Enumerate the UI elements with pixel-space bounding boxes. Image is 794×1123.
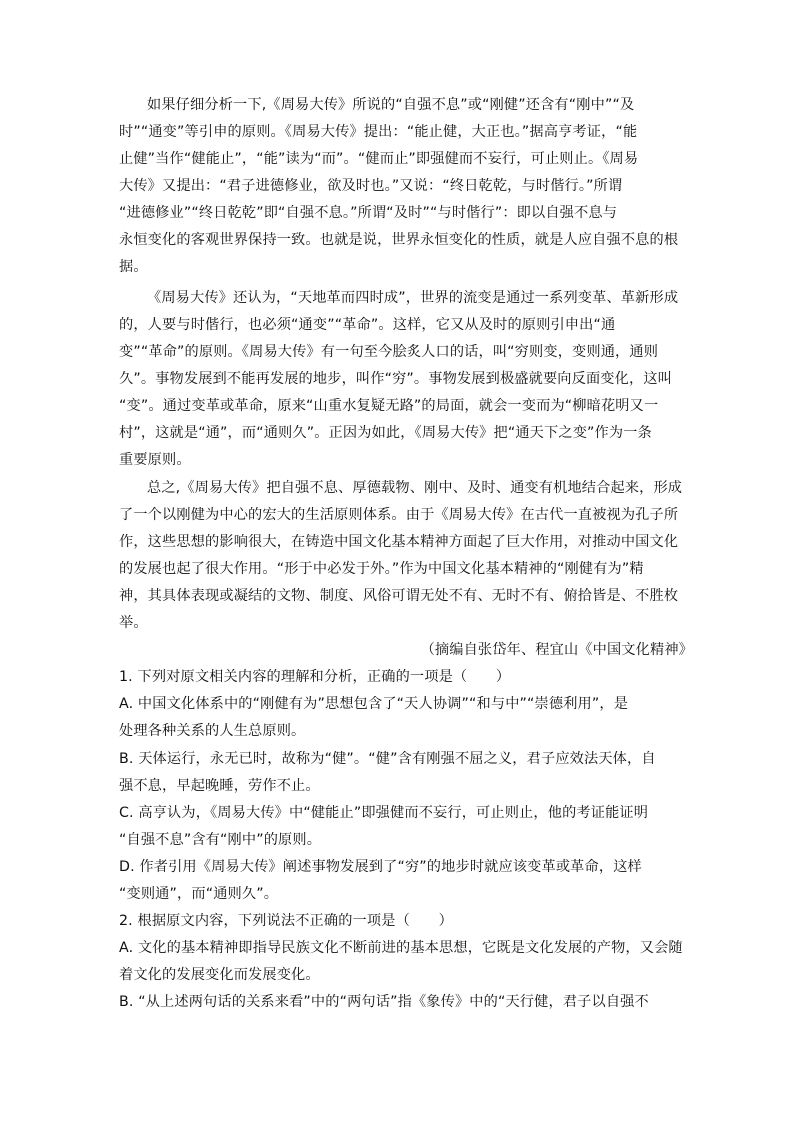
- text-line: 总之,《周易大传》把自强不息、厚德载物、刚中、及时、通变有机地结合起来，形成: [147, 480, 683, 496]
- text-line: 如果仔细分析一下,《周易大传》所说的“自强不息”或“刚健”还含有“刚中”“及: [147, 97, 635, 113]
- option-d-line: D. 作者引用《周易大传》阐述事物发展到了“穷”的地步时就应该变革或革命，这样: [119, 859, 642, 875]
- option-b-line: 强不息，早起晚睡，劳作不止。: [119, 778, 320, 794]
- text-line: 了一个以刚健为中心的宏大的生活原则体系。由于《周易大传》在古代一直被视为孔子所: [119, 507, 679, 523]
- text-line: 时”“通变”等引申的原则。《周易大传》提出：“能止健，大正也。”据高亨考证，“能: [119, 124, 638, 140]
- source-citation: （摘编自张岱年、程宜山《中国文化精神》: [420, 642, 693, 658]
- text-line: 作，这些思想的影响很大，在铸造中国文化基本精神方面起了巨大作用，对推动中国文化: [119, 534, 679, 550]
- text-line: 的发展也起了很大作用。“形于中必发于外。”作为中国文化基本精神的“刚健有为”精: [119, 561, 644, 577]
- option-a-line: 处理各种关系的人生总原则。: [119, 723, 306, 739]
- option-c-line: “自强不息”含有“刚中”的原则。: [119, 832, 322, 848]
- text-line: “变”。通过变革或革命，原来“山重水复疑无路”的局面，就会一变而为“柳暗花明又一: [119, 398, 659, 414]
- option-a-line: 着文化的发展变化而发展变化。: [119, 967, 320, 983]
- text-line: 止健”当作“健能止”，“能”读为“而”。“健而止”即强健而不妄行，可止则止。《周易: [119, 151, 639, 167]
- text-line: 据。: [119, 259, 148, 275]
- text-line: 永恒变化的客观世界保持一致。也就是说，世界永恒变化的性质，就是人应自强不息的根: [119, 232, 679, 248]
- option-b-line: B. “从上述两句话的关系来看”中的“两句话”指《象传》中的“天行健，君子以自强不: [119, 994, 649, 1010]
- text-line: 久”。事物发展到不能再发展的地步，叫作“穷”。事物发展到极盛就要向反面变化，这叫: [119, 371, 672, 387]
- text-line: 变”“革命”的原则。《周易大传》有一句至今脍炙人口的话，叫“穷则变，变则通，通则: [119, 344, 659, 360]
- text-line: 村”，这就是“通”，而“通则久”。正因为如此，《周易大传》把“通天下之变”作为一条: [119, 425, 652, 441]
- question-1-stem: 1. 下列对原文相关内容的理解和分析，正确的一项是（ ）: [119, 669, 511, 685]
- text-line: 《周易大传》还认为，“天地革而四时成”，世界的流变是通过一系列变革、革新形成: [147, 290, 679, 306]
- text-line: 重要原则。: [119, 452, 191, 468]
- option-a-line: A. 中国文化体系中的“刚健有为”思想包含了“天人协调”“和与中”“崇德利用”，是: [119, 696, 629, 712]
- text-line: 大传》又提出：“君子进德修业，欲及时也。”又说：“终日乾乾，与时偕行。”所谓: [119, 178, 623, 194]
- option-b-line: B. 天体运行，永无已时，故称为“健”。“健”含有刚强不屈之义，君子应效法天体，自: [119, 751, 656, 767]
- text-line: 神，其具体表现或凝结的文物、制度、风俗可谓无处不有、无时不有、俯拾皆是、不胜枚: [119, 588, 679, 604]
- option-c-line: C. 高亨认为，《周易大传》中“健能止”即强健而不妄行，可止则止，他的考证能证明: [119, 805, 649, 821]
- text-line: 的，人要与时偕行，也必须“通变”“革命”。这样，它又从及时的原则引申出“通: [119, 317, 616, 333]
- option-d-line: “变则通”，而“通则久”。: [119, 886, 279, 902]
- question-2-stem: 2. 根据原文内容，下列说法不正确的一项是（ ）: [119, 913, 453, 929]
- text-line: 举。: [119, 615, 148, 631]
- text-line: “进德修业”“终日乾乾”即“自强不息。”所谓“及时”“与时偕行”：即以自强不息与: [119, 205, 618, 221]
- option-a-line: A. 文化的基本精神即指导民族文化不断前进的基本思想，它既是文化发展的产物，又会随: [119, 940, 683, 956]
